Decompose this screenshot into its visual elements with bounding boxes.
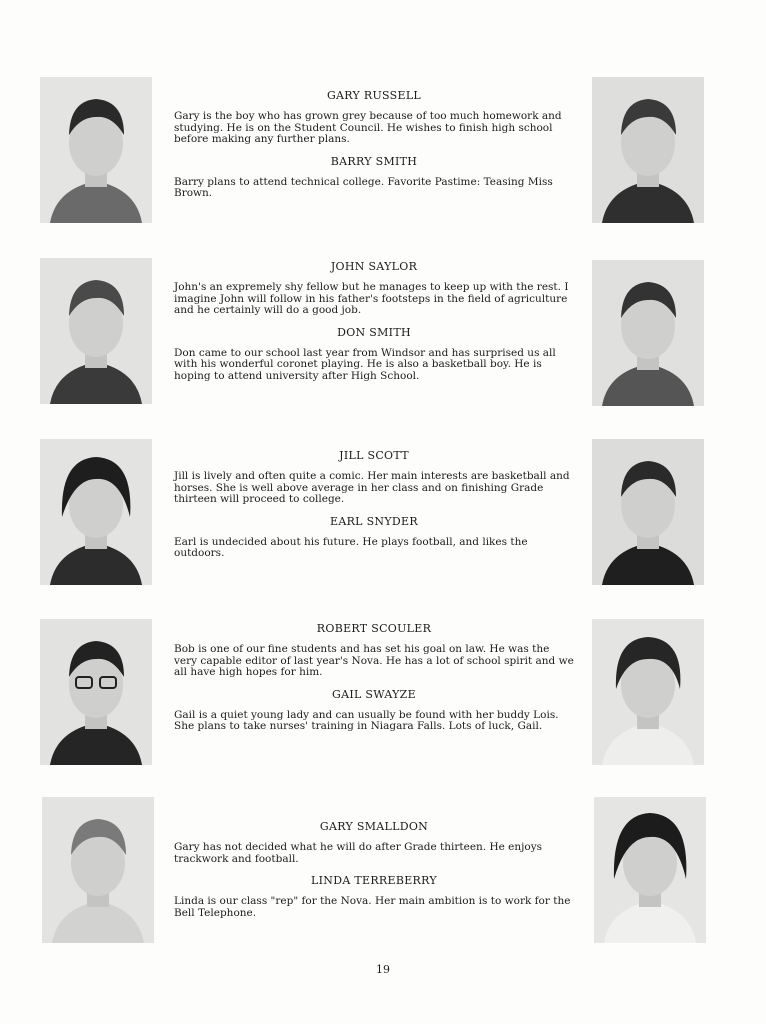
student-bio: Jill is lively and often quite a comic. Her main interests are basketball and horses. She is well above average in her class and on finishing Grade thirteen will proceed to college.: [174, 470, 570, 505]
student-name: GARY RUSSELL: [326, 89, 422, 102]
portrait-photo: [40, 77, 152, 223]
page-number: 19: [376, 963, 390, 976]
portrait-photo: [42, 797, 154, 943]
student-name: BARRY SMITH: [330, 154, 418, 168]
student-bio: Gail is a quiet young lady and can usually be found with her buddy Lois. She plans to take nurses' training in Niagara Falls. Lots of luck, Gail.: [174, 708, 559, 732]
student-name: LINDA TERREBERRY: [311, 874, 437, 887]
student-name: JOHN SAYLOR: [330, 260, 418, 273]
portrait-photo: [592, 77, 704, 223]
student-bio: Earl is undecided about his future. He plays football, and likes the outdoors.: [174, 535, 528, 559]
portrait-photo: [594, 797, 706, 943]
portrait-photo: [40, 258, 152, 404]
portrait-photo: [40, 619, 152, 765]
portrait-photo: [592, 439, 704, 585]
portrait-photo: [592, 619, 704, 765]
student-bio: Linda is our class "rep" for the Nova. Her main ambition is to work for the Bell Telephone.: [174, 895, 571, 919]
student-name: ROBERT SCOULER: [316, 622, 432, 635]
portrait-photo: [40, 439, 152, 585]
student-name: JILL SCOTT: [339, 449, 409, 462]
student-bio: John's an expremely shy fellow but he manages to keep up with the rest. I imagine John will follow in his father's footsteps in the field of agriculture and he certainly will do a good job.: [174, 281, 569, 316]
student-bio: Gary is the boy who has grown grey because of too much homework and studying. He is on the Student Council. He wishes to finish high school before making any further plans.: [174, 110, 562, 145]
student-name: GARY SMALLDON: [319, 820, 429, 833]
student-bio: Barry plans to attend technical college. Favorite Pastime: Teasing Miss Brown.: [174, 175, 553, 199]
portrait-photo: [592, 260, 704, 406]
student-bio: Gary has not decided what he will do after Grade thirteen. He enjoys trackwork and football.: [174, 841, 543, 865]
student-bio: Don came to our school last year from Windsor and has surprised us all with his wonderful coronet playing. He is also a basketball boy. He is hoping to attend university after High School.: [174, 346, 556, 382]
student-name: DON SMITH: [337, 325, 411, 339]
student-bio: Bob is one of our fine students and has set his goal on law. He was the very capable editor of last year's Nova. He has a lot of school spirit and we all have high hopes for him.: [174, 643, 574, 678]
student-name: EARL SNYDER: [330, 514, 418, 528]
student-name: GAIL SWAYZE: [332, 687, 416, 701]
